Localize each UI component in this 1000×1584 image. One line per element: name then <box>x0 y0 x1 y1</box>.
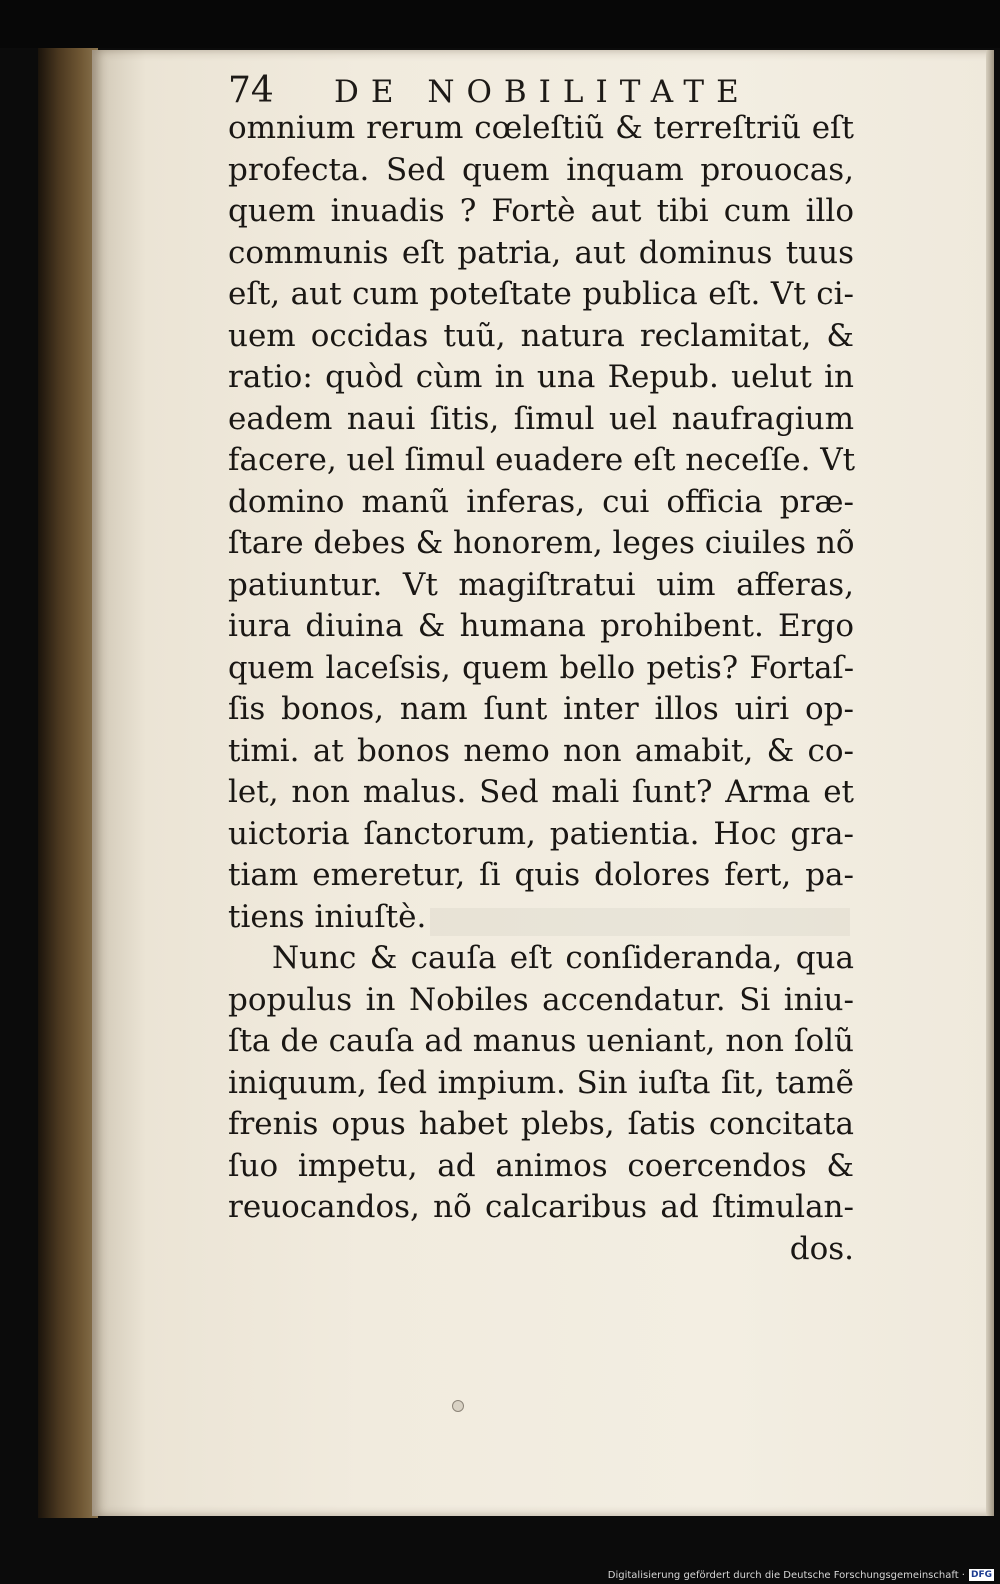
text-line: tiam emeretur, ſi quis dolores fert, pa- <box>228 857 854 893</box>
text-line: eſt, aut cum poteſtate publica eſt. Vt ci- <box>228 276 854 312</box>
catchword: dos. <box>789 1230 854 1267</box>
text-line: iura diuina & humana prohibent. Ergo <box>228 608 854 644</box>
scan-center-mark <box>452 1400 464 1412</box>
text-line: let, non malus. Sed mali ſunt? Arma et <box>228 774 854 810</box>
text-line: timi. at bonos nemo non amabit, & co- <box>228 732 854 769</box>
text-line: reuocandos, nõ calcaribus ad ſtimulan- <box>228 1189 854 1225</box>
text-line: ſis bonos, nam ſunt inter illos uiri op- <box>228 691 854 727</box>
text-line: facere, uel ſimul euadere eſt neceſſe. Vt <box>228 442 856 478</box>
running-head <box>228 70 768 111</box>
text-line: quem laceſsis, quem bello petis? Fortaſ- <box>228 650 854 686</box>
footer-credit: Digitalisierung gefördert durch die Deutsche Forschungsgemeinschaft · <box>607 1569 965 1581</box>
book-spine <box>38 48 98 1518</box>
text-line: ratio: quòd cùm in una Repub. uelut in <box>228 359 854 395</box>
body-text <box>228 108 854 1270</box>
text-line: profecta. Sed quem inquam prouocas, <box>228 151 854 188</box>
page-number: 74 <box>228 70 274 111</box>
page-edge <box>986 50 994 1516</box>
text-line: frenis opus habet plebs, ſatis concitata <box>228 1106 854 1142</box>
text-line: patiuntur. Vt magiſtratui uim afferas, <box>228 566 854 603</box>
text-line: communis eſt patria, aut dominus tuus <box>228 234 854 271</box>
text-line: omnium rerum cœleſtiũ & terreſtriũ eſt <box>228 110 854 146</box>
running-title: DE NOBILITATE <box>334 74 751 110</box>
scan-border-top <box>0 0 1000 48</box>
text-line: eadem naui ſitis, ſimul uel naufragium <box>228 400 854 437</box>
text-line: ſta de cauſa ad manus ueniant, non ſolũ <box>228 1023 854 1059</box>
text-line: ſuo impetu, ad animos coercendos & <box>228 1147 854 1184</box>
digitization-footer <box>608 1569 994 1581</box>
text-line: tiens iniuſtè. <box>228 898 427 935</box>
text-line: iniquum, ſed impium. Sin iuſta ſit, tamẽ <box>228 1064 854 1101</box>
text-line: Nunc & cauſa eſt conſideranda, qua <box>272 940 854 976</box>
text-line: populus in Nobiles accendatur. Si iniu- <box>228 981 854 1018</box>
text-line: uictoria ſanctorum, patientia. Hoc gra- <box>228 815 854 852</box>
text-line: quem inuadis ? Fortè aut tibi cum illo <box>228 193 854 229</box>
text-line: uem occidas tuũ, natura reclamitat, & <box>228 317 854 354</box>
text-line: domino manũ inferas, cui officia præ- <box>228 483 854 520</box>
text-line: ſtare debes & honorem, leges ciuiles nõ <box>228 525 855 561</box>
dfg-logo: DFG <box>970 1570 992 1580</box>
